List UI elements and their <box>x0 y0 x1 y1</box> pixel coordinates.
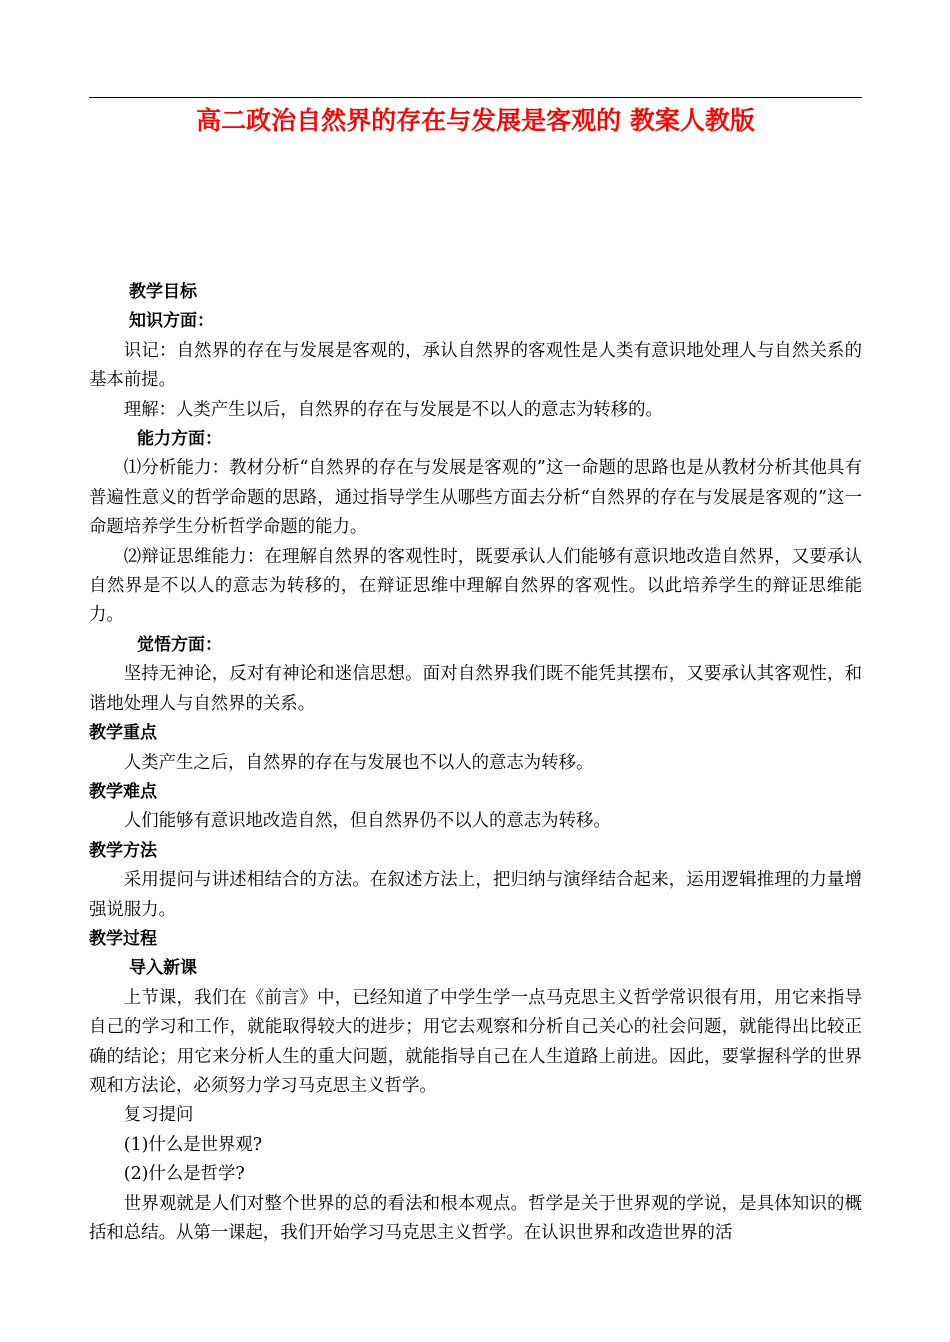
method-text: 采用提问与讲述相结合的方法。在叙述方法上，把归纳与演绎结合起来，运用逻辑推理的力量增强说服力。 <box>89 870 862 920</box>
review-question-1: (1)什么是世界观? <box>123 1134 263 1155</box>
document-body <box>89 278 862 1248</box>
review-label: 复习提问 <box>123 1105 194 1126</box>
key-point-text: 人类产生之后，自然界的存在与发展也不以人的意志为转移。 <box>123 752 594 773</box>
header-rule <box>89 97 862 98</box>
process-heading: 教学过程 <box>89 928 157 949</box>
intro-heading: 导入新课 <box>129 958 197 979</box>
key-point-heading: 教学重点 <box>89 723 157 744</box>
ability-paragraph-2: ⑵辩证思维能力：在理解自然界的客观性时，既要承认人们能够有意识地改造自然界，又要承认自然界是不以人的意志为转移的，在辩证思维中理解自然界的客观性。以此培养学生的辩证思维能力。 <box>89 546 862 626</box>
objectives-heading: 教学目标 <box>129 282 197 302</box>
ability-heading: 能力方面： <box>137 429 222 450</box>
awareness-paragraph-1: 坚持无神论，反对有神论和迷信思想。面对自然界我们既不能凭其摆布，又要承认其客观性，和谐地处理人与自然界的关系。 <box>89 664 862 714</box>
difficulty-text: 人们能够有意识地改造自然，但自然界仍不以人的意志为转移。 <box>123 811 611 832</box>
review-question-2: (2)什么是哲学? <box>123 1164 245 1185</box>
document-page <box>89 0 862 1342</box>
difficulty-heading: 教学难点 <box>89 781 157 802</box>
knowledge-paragraph-2: 理解：人类产生以后，自然界的存在与发展是不以人的意志为转移的。 <box>123 399 663 420</box>
knowledge-paragraph-1: 识记：自然界的存在与发展是客观的，承认自然界的客观性是人类有意识地处理人与自然关系的基本前提。 <box>89 340 862 391</box>
document-title: 高二政治自然界的存在与发展是客观的 教案人教版 <box>196 106 755 135</box>
method-heading: 教学方法 <box>89 840 157 861</box>
intro-paragraph-1: 上节课，我们在《前言》中，已经知道了中学生学一点马克思主义哲学常识很有用，用它来指导自己的学习和工作，就能取得较大的进步；用它去观察和分析自己关心的社会问题，就能得出比较正确的结论；用它来分析人生的重大问题，就能指导自己在人生道路上前进。因此，要掌握科学的世界观和方法论，必须努力学习马克思主义哲学。 <box>89 987 862 1096</box>
knowledge-heading: 知识方面： <box>129 311 214 332</box>
review-paragraph-1: 世界观就是人们对整个世界的总的看法和根本观点。哲学是关于世界观的学说，是具体知识的概括和总结。从第一课起，我们开始学习马克思主义哲学。在认识世界和改造世界的活 <box>89 1193 862 1243</box>
awareness-heading: 觉悟方面： <box>137 634 222 655</box>
ability-paragraph-1: ⑴分析能力：教材分析“自然界的存在与发展是客观的”这一命题的思路也是从教材分析其他具有普遍性意义的哲学命题的思路，通过指导学生从哪些方面去分析“自然界的存在与发展是客观的”这一命题培养学生分析哲学命题的能力。 <box>89 458 862 538</box>
